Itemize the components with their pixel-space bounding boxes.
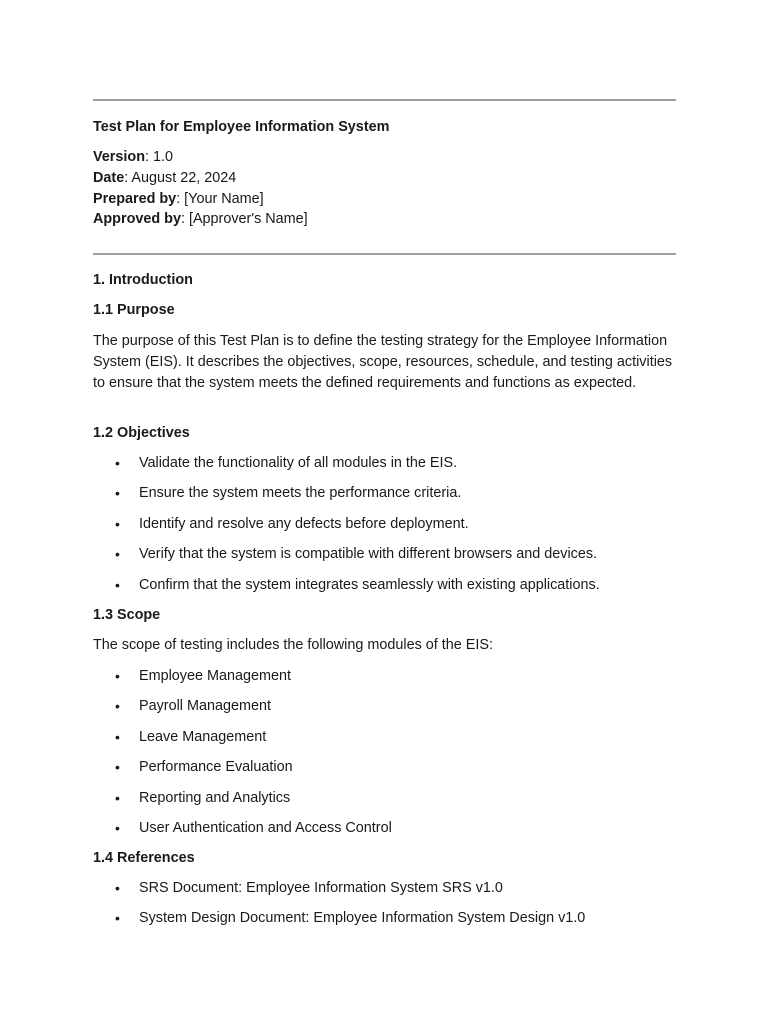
references-list bbox=[93, 878, 676, 939]
bullet-icon: • bbox=[115, 455, 120, 471]
bullet-icon: • bbox=[115, 910, 120, 927]
bullet-icon: • bbox=[115, 576, 120, 593]
section-divider bbox=[93, 253, 676, 255]
list-item: • Employee Management bbox=[93, 666, 676, 696]
list-item: • Payroll Management bbox=[93, 696, 676, 726]
list-item: • Identify and resolve any defects before deployment. bbox=[93, 514, 676, 544]
meta-version: Version: 1.0 bbox=[93, 149, 174, 165]
heading-objectives: 1.2 Objectives bbox=[93, 425, 190, 441]
list-item: • User Authentication and Access Control bbox=[93, 818, 676, 848]
list-item: • Validate the functionality of all modules in the EIS. bbox=[93, 453, 676, 483]
scope-list bbox=[93, 666, 676, 848]
list-item: • System Design Document: Employee Information System Design v1.0 bbox=[93, 908, 676, 938]
bullet-icon: • bbox=[115, 668, 120, 684]
meta-date: Date: August 22, 2024 bbox=[93, 169, 237, 186]
bullet-icon: • bbox=[115, 515, 120, 532]
bullet-icon: • bbox=[115, 485, 120, 502]
list-item: • Leave Management bbox=[93, 727, 676, 757]
bullet-icon: • bbox=[115, 759, 120, 776]
heading-purpose: 1.1 Purpose bbox=[93, 302, 175, 318]
list-item: • SRS Document: Employee Information System SRS v1.0 bbox=[93, 878, 676, 908]
document-meta bbox=[93, 147, 676, 230]
purpose-paragraph: The purpose of this Test Plan is to define the testing strategy for the Employee Information System (EIS). It describes the objectives, scope, resources, schedule, and testing activities to ensure that the system meets the defined requirements and functions as expected. bbox=[93, 333, 673, 391]
list-item: • Reporting and Analytics bbox=[93, 788, 676, 818]
bullet-icon: • bbox=[115, 789, 120, 806]
top-divider bbox=[93, 99, 676, 101]
scope-paragraph: The scope of testing includes the following modules of the EIS: bbox=[93, 637, 493, 653]
meta-prepared-by: Prepared by: [Your Name] bbox=[93, 190, 264, 207]
bullet-icon: • bbox=[115, 819, 120, 836]
list-item: • Confirm that the system integrates seamlessly with existing applications. bbox=[93, 575, 676, 605]
objectives-list bbox=[93, 453, 676, 605]
heading-scope: 1.3 Scope bbox=[93, 607, 161, 623]
list-item: • Verify that the system is compatible with different browsers and devices. bbox=[93, 544, 676, 574]
meta-approved-by: Approved by: [Approver's Name] bbox=[93, 211, 308, 228]
list-item: • Ensure the system meets the performance criteria. bbox=[93, 483, 676, 513]
bullet-icon: • bbox=[115, 698, 120, 715]
bullet-icon: • bbox=[115, 728, 120, 745]
bullet-icon: • bbox=[115, 880, 120, 896]
document-title: Test Plan for Employee Information System bbox=[93, 119, 390, 135]
heading-references: 1.4 References bbox=[93, 850, 195, 866]
bullet-icon: • bbox=[115, 546, 120, 563]
list-item: • Performance Evaluation bbox=[93, 757, 676, 787]
heading-introduction: 1. Introduction bbox=[93, 272, 193, 288]
